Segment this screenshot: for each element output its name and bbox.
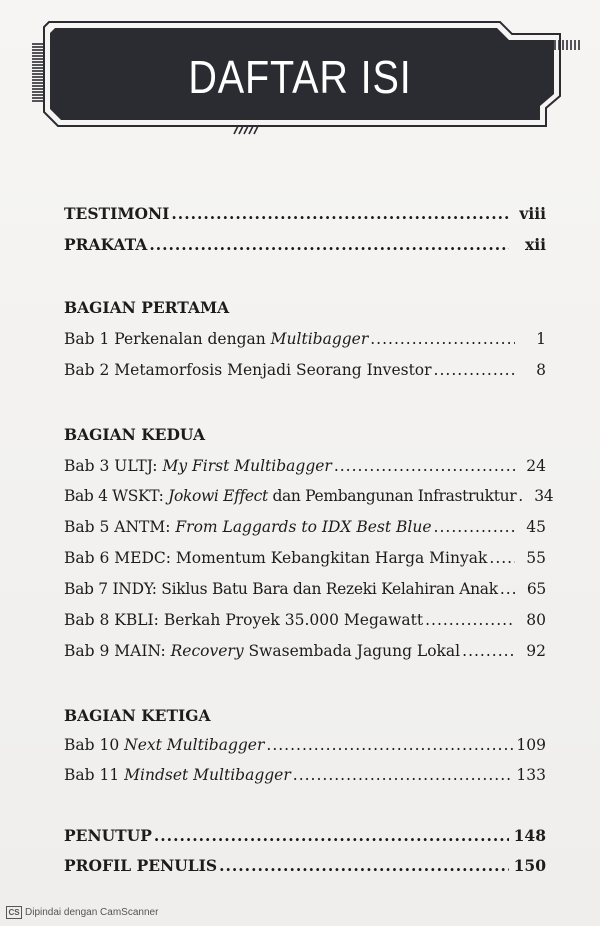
chapter-title (64, 453, 332, 479)
chapter-title (64, 357, 432, 383)
page-title: DAFTAR ISI (188, 51, 412, 103)
title-italic: Recovery (170, 642, 244, 660)
dot-leader (425, 607, 515, 633)
title-text: KBLI: Berkah Proyek 35.000 Megawatt (114, 611, 424, 629)
title-italic: From Laggards to IDX Best Blue (175, 518, 432, 536)
chapter-title (64, 545, 487, 571)
toc-entry-bab-1[interactable] (64, 326, 546, 352)
dot-leader (149, 232, 509, 258)
scanner-watermark (6, 906, 158, 919)
page-number: 65 (526, 580, 546, 598)
toc-entry-testimoni[interactable] (64, 201, 546, 227)
title-italic: My First Multibagger (162, 457, 332, 475)
camscanner-logo-icon: CS (6, 906, 22, 919)
title-italic: Next Multibagger (124, 736, 265, 754)
toc-entry-bab-11[interactable] (64, 762, 546, 788)
entry-label: PRAKATA (64, 235, 148, 254)
bottom-slant-marks (234, 126, 258, 134)
chapter-number: Bab 8 (64, 611, 110, 629)
entry-label: PROFIL PENULIS (64, 856, 218, 875)
chapter-title (64, 326, 368, 352)
chapter-number: Bab 7 (64, 580, 108, 598)
title-italic: Multibagger (270, 330, 369, 348)
chapter-number: Bab 3 (64, 457, 110, 475)
page-number: xii (524, 235, 546, 254)
chapter-number: Bab 10 (64, 736, 120, 754)
dot-leader (293, 762, 514, 788)
dot-leader (171, 201, 509, 227)
title-italic: Mindset Multibagger (124, 766, 291, 784)
page-number: 109 (516, 736, 546, 754)
toc-entry-penutup[interactable] (64, 823, 546, 849)
chapter-title (64, 607, 423, 633)
chapter-title (64, 638, 460, 664)
title-text: WSKT: (112, 487, 169, 505)
toc-entry-bab-6[interactable] (64, 545, 546, 571)
title-text: MAIN: (114, 642, 171, 660)
dot-leader (154, 823, 509, 849)
page-number: 150 (513, 856, 546, 875)
dot-leader (434, 357, 515, 383)
chapter-number: Bab 5 (64, 518, 110, 536)
chapter-number: Bab 9 (64, 642, 110, 660)
title-text: ANTM: (114, 518, 176, 536)
page-number: 92 (526, 642, 546, 660)
chapter-number: Bab 11 (64, 766, 120, 784)
dot-leader (462, 638, 515, 664)
page-number: viii (519, 204, 546, 223)
chapter-title (64, 732, 264, 758)
title-text: Metamorfosis Menjadi Seorang Investor (114, 361, 432, 379)
chapter-title (64, 514, 432, 540)
chapter-title (64, 576, 498, 602)
dot-leader (334, 453, 515, 479)
toc-entry-bab-3[interactable] (64, 453, 546, 479)
title-italic: Jokowi Effect (168, 487, 268, 505)
toc-entry-bab-2[interactable] (64, 357, 546, 383)
page-number: 8 (536, 361, 546, 379)
toc-entry-bab-8[interactable] (64, 607, 546, 633)
part-heading-2: BAGIAN KEDUA (64, 425, 205, 444)
page-number: 45 (526, 518, 546, 536)
dot-leader (266, 732, 513, 758)
part-heading-1: BAGIAN PERTAMA (64, 298, 230, 317)
chapter-title (64, 483, 516, 509)
page-number: 148 (513, 826, 546, 845)
part-heading-3: BAGIAN KETIGA (64, 706, 211, 725)
page-number: 55 (526, 549, 546, 567)
entry-label: TESTIMONI (64, 204, 170, 223)
dot-leader (434, 514, 515, 540)
dot-leader (489, 545, 515, 571)
toc-entry-profil-penulis[interactable] (64, 853, 546, 879)
page-number: 34 (534, 487, 554, 505)
dot-leader (370, 326, 515, 352)
dot-leader (500, 576, 515, 602)
toc-entry-bab-5[interactable] (64, 514, 546, 540)
toc-entry-bab-4[interactable] (64, 483, 554, 509)
toc-entry-prakata[interactable] (64, 232, 546, 258)
scanner-text: Dipindai dengan CamScanner (25, 907, 159, 918)
page-number: 1 (536, 330, 546, 348)
toc-entry-bab-7[interactable] (64, 576, 546, 602)
chapter-number: Bab 1 (64, 330, 110, 348)
title-text: MEDC: Momentum Kebangkitan Harga Minyak (114, 549, 488, 567)
dot-leader (219, 853, 509, 879)
chapter-number: Bab 4 (64, 487, 108, 505)
title-after: dan Pembangunan Infrastruktur (267, 487, 517, 505)
entry-label: PENUTUP (64, 826, 152, 845)
page-number: 24 (526, 457, 546, 475)
page-number: 80 (526, 611, 546, 629)
title-text: INDY: Siklus Batu Bara dan Rezeki Kelahiran Anak (112, 580, 498, 598)
toc-entry-bab-9[interactable] (64, 638, 546, 664)
chapter-number: Bab 2 (64, 361, 110, 379)
title-text: Perkenalan dengan (114, 330, 271, 348)
page-number: 133 (516, 766, 546, 784)
chapter-number: Bab 6 (64, 549, 110, 567)
dot-leader (518, 483, 522, 509)
title-after: Swasembada Jagung Lokal (243, 642, 461, 660)
title-text: ULTJ: (114, 457, 163, 475)
toc-entry-bab-10[interactable] (64, 732, 546, 758)
chapter-title (64, 762, 291, 788)
